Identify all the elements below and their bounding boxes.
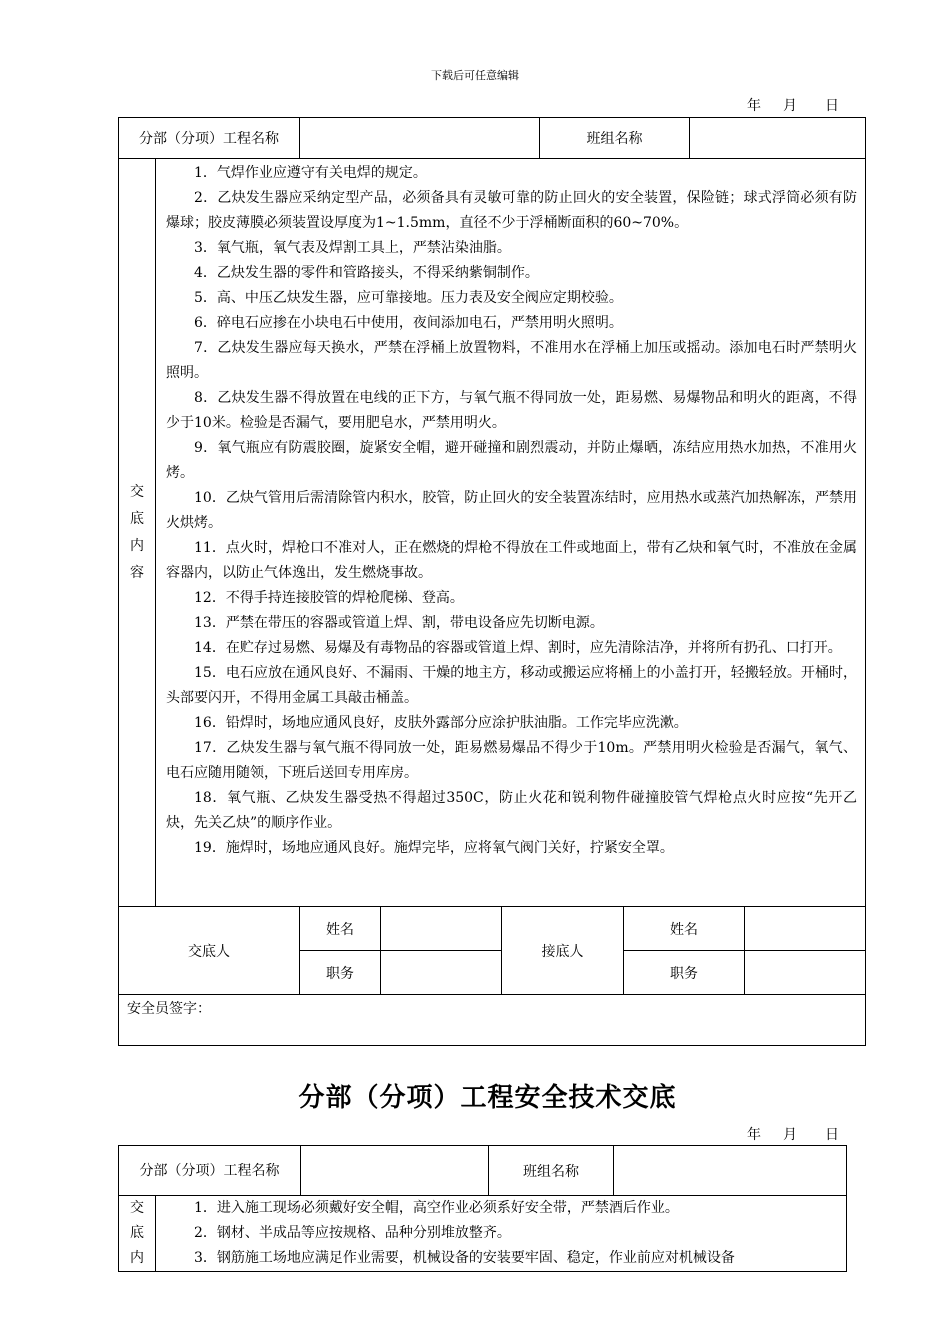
discloser-label: 交底人 bbox=[119, 907, 300, 995]
list-item: 16．铅焊时，场地应通风良好，皮肤外露部分应涂护肤油脂。工作完毕应洗漱。 bbox=[194, 715, 688, 731]
list-item: 12．不得手持连接胶管的焊枪爬梯、登高。 bbox=[194, 590, 464, 606]
date-day: 日 bbox=[825, 1127, 839, 1143]
discloser-name-label: 姓名 bbox=[300, 907, 381, 951]
disclosure-content-label: 交 底 内 bbox=[119, 1196, 156, 1272]
download-note: 下载后可任意编辑 bbox=[431, 69, 519, 82]
discloser-position-label: 职务 bbox=[300, 951, 381, 995]
team-name-field[interactable] bbox=[614, 1146, 847, 1196]
receiver-position-label: 职务 bbox=[624, 951, 745, 995]
list-item: 5．高、中压乙炔发生器，应可靠接地。压力表及安全阀应定期校验。 bbox=[194, 290, 623, 306]
list-item: 6．碎电石应掺在小块电石中使用，夜间添加电石，严禁用明火照明。 bbox=[194, 315, 623, 331]
list-item: 8．乙炔发生器不得放置在电线的正下方，与氧气瓶不得同放一处，距易燃、易爆物品和明火的距离，不得少于10米。检验是否漏气，要用肥皂水，严禁用明火。 bbox=[166, 390, 858, 431]
date-month: 月 bbox=[783, 98, 797, 114]
safety-officer-signature-field[interactable] bbox=[119, 995, 866, 1046]
list-item: 13．严禁在带压的容器或管道上焊、割，带电设备应先切断电源。 bbox=[194, 615, 604, 631]
safety-disclosure-form bbox=[118, 117, 866, 1046]
receiver-position-field[interactable] bbox=[745, 951, 866, 995]
project-name-label: 分部（分项）工程名称 bbox=[119, 118, 300, 159]
date-year: 年 bbox=[747, 98, 761, 114]
date-year: 年 bbox=[747, 1127, 761, 1143]
list-item: 1．进入施工现场必须戴好安全帽，高空作业必须系好安全带，严禁酒后作业。 bbox=[194, 1200, 679, 1216]
date-month: 月 bbox=[783, 1127, 797, 1143]
page-title: 分部（分项）工程安全技术交底 bbox=[298, 1083, 677, 1113]
team-name-field[interactable] bbox=[690, 118, 866, 159]
team-name-label: 班组名称 bbox=[489, 1146, 614, 1196]
team-name-label: 班组名称 bbox=[540, 118, 690, 159]
project-name-label: 分部（分项）工程名称 bbox=[119, 1146, 301, 1196]
list-item: 7．乙炔发生器应每天换水，严禁在浮桶上放置物料，不准用水在浮桶上加压或摇动。添加电石时严禁明火照明。 bbox=[166, 340, 858, 381]
list-item: 15．电石应放在通风良好、不漏雨、干燥的地主方，移动或搬运应将桶上的小盖打开，轻搬轻放。开桶时，头部要闪开，不得用金属工具敲击桶盖。 bbox=[166, 665, 858, 706]
project-name-field[interactable] bbox=[300, 118, 540, 159]
receiver-name-label: 姓名 bbox=[624, 907, 745, 951]
date-line-2 bbox=[747, 1124, 839, 1144]
list-item: 17．乙炔发生器与氧气瓶不得同放一处，距易燃易爆品不得少于10m。严禁用明火检验是否漏气，氧气、电石应随用随领，下班后送回专用库房。 bbox=[166, 740, 858, 781]
list-item: 14．在贮存过易燃、易爆及有毒物品的容器或管道上焊、割时，应先清除洁净，并将所有扔孔、口打开。 bbox=[194, 640, 842, 656]
list-item: 11．点火时，焊枪口不准对人，正在燃烧的焊枪不得放在工件或地面上，带有乙炔和氧气时，不准放在金属容器内，以防止气体逸出，发生燃烧事故。 bbox=[166, 540, 858, 581]
list-item: 4．乙炔发生器的零件和管路接头，不得采纳紫铜制作。 bbox=[194, 265, 539, 281]
list-item: 18．氧气瓶、乙炔发生器受热不得超过350C，防止火花和锐利物件碰撞胶管气焊枪点火时应按“先开乙炔，先关乙炔”的顺序作业。 bbox=[166, 790, 858, 831]
project-name-field[interactable] bbox=[301, 1146, 489, 1196]
disclosure-content bbox=[156, 159, 866, 907]
disclosure-content bbox=[156, 1196, 847, 1272]
discloser-name-field[interactable] bbox=[381, 907, 502, 951]
list-item: 19．施焊时，场地应通风良好。施焊完毕，应将氧气阀门关好，拧紧安全罩。 bbox=[194, 840, 674, 856]
safety-disclosure-form-2 bbox=[118, 1145, 847, 1272]
receiver-label: 接底人 bbox=[502, 907, 624, 995]
disclosure-content-label: 交 底 内 容 bbox=[119, 159, 156, 907]
list-item: 2．钢材、半成品等应按规格、品种分别堆放整齐。 bbox=[194, 1225, 511, 1241]
list-item: 3．氧气瓶，氧气表及焊割工具上，严禁沾染油脂。 bbox=[194, 240, 511, 256]
list-item: 10．乙炔气管用后需清除管内积水，胶管，防止回火的安全装置冻结时，应用热水或蒸汽加热解冻，严禁用火烘烤。 bbox=[166, 490, 858, 531]
list-item: 1．气焊作业应遵守有关电焊的规定。 bbox=[194, 165, 427, 181]
receiver-name-field[interactable] bbox=[745, 907, 866, 951]
list-item: 2．乙炔发生器应采纳定型产品，必须备具有灵敏可靠的防止回火的安全装置，保险链；球式浮筒必须有防爆球；胶皮薄膜必须装置设厚度为1~1.5mm，直径不少于浮桶断面积的60~70%。 bbox=[166, 190, 858, 231]
list-item: 9．氧气瓶应有防震胶圈，旋紧安全帽，避开碰撞和剧烈震动，并防止爆晒，冻结应用热水加热，不准用火烤。 bbox=[166, 440, 858, 481]
list-item: 3．钢筋施工场地应满足作业需要，机械设备的安装要牢固、稳定，作业前应对机械设备 bbox=[194, 1250, 735, 1266]
date-day: 日 bbox=[825, 98, 839, 114]
date-line bbox=[747, 95, 839, 115]
safety-officer-signature-label: 安全员签字： bbox=[127, 1001, 211, 1017]
discloser-position-field[interactable] bbox=[381, 951, 502, 995]
